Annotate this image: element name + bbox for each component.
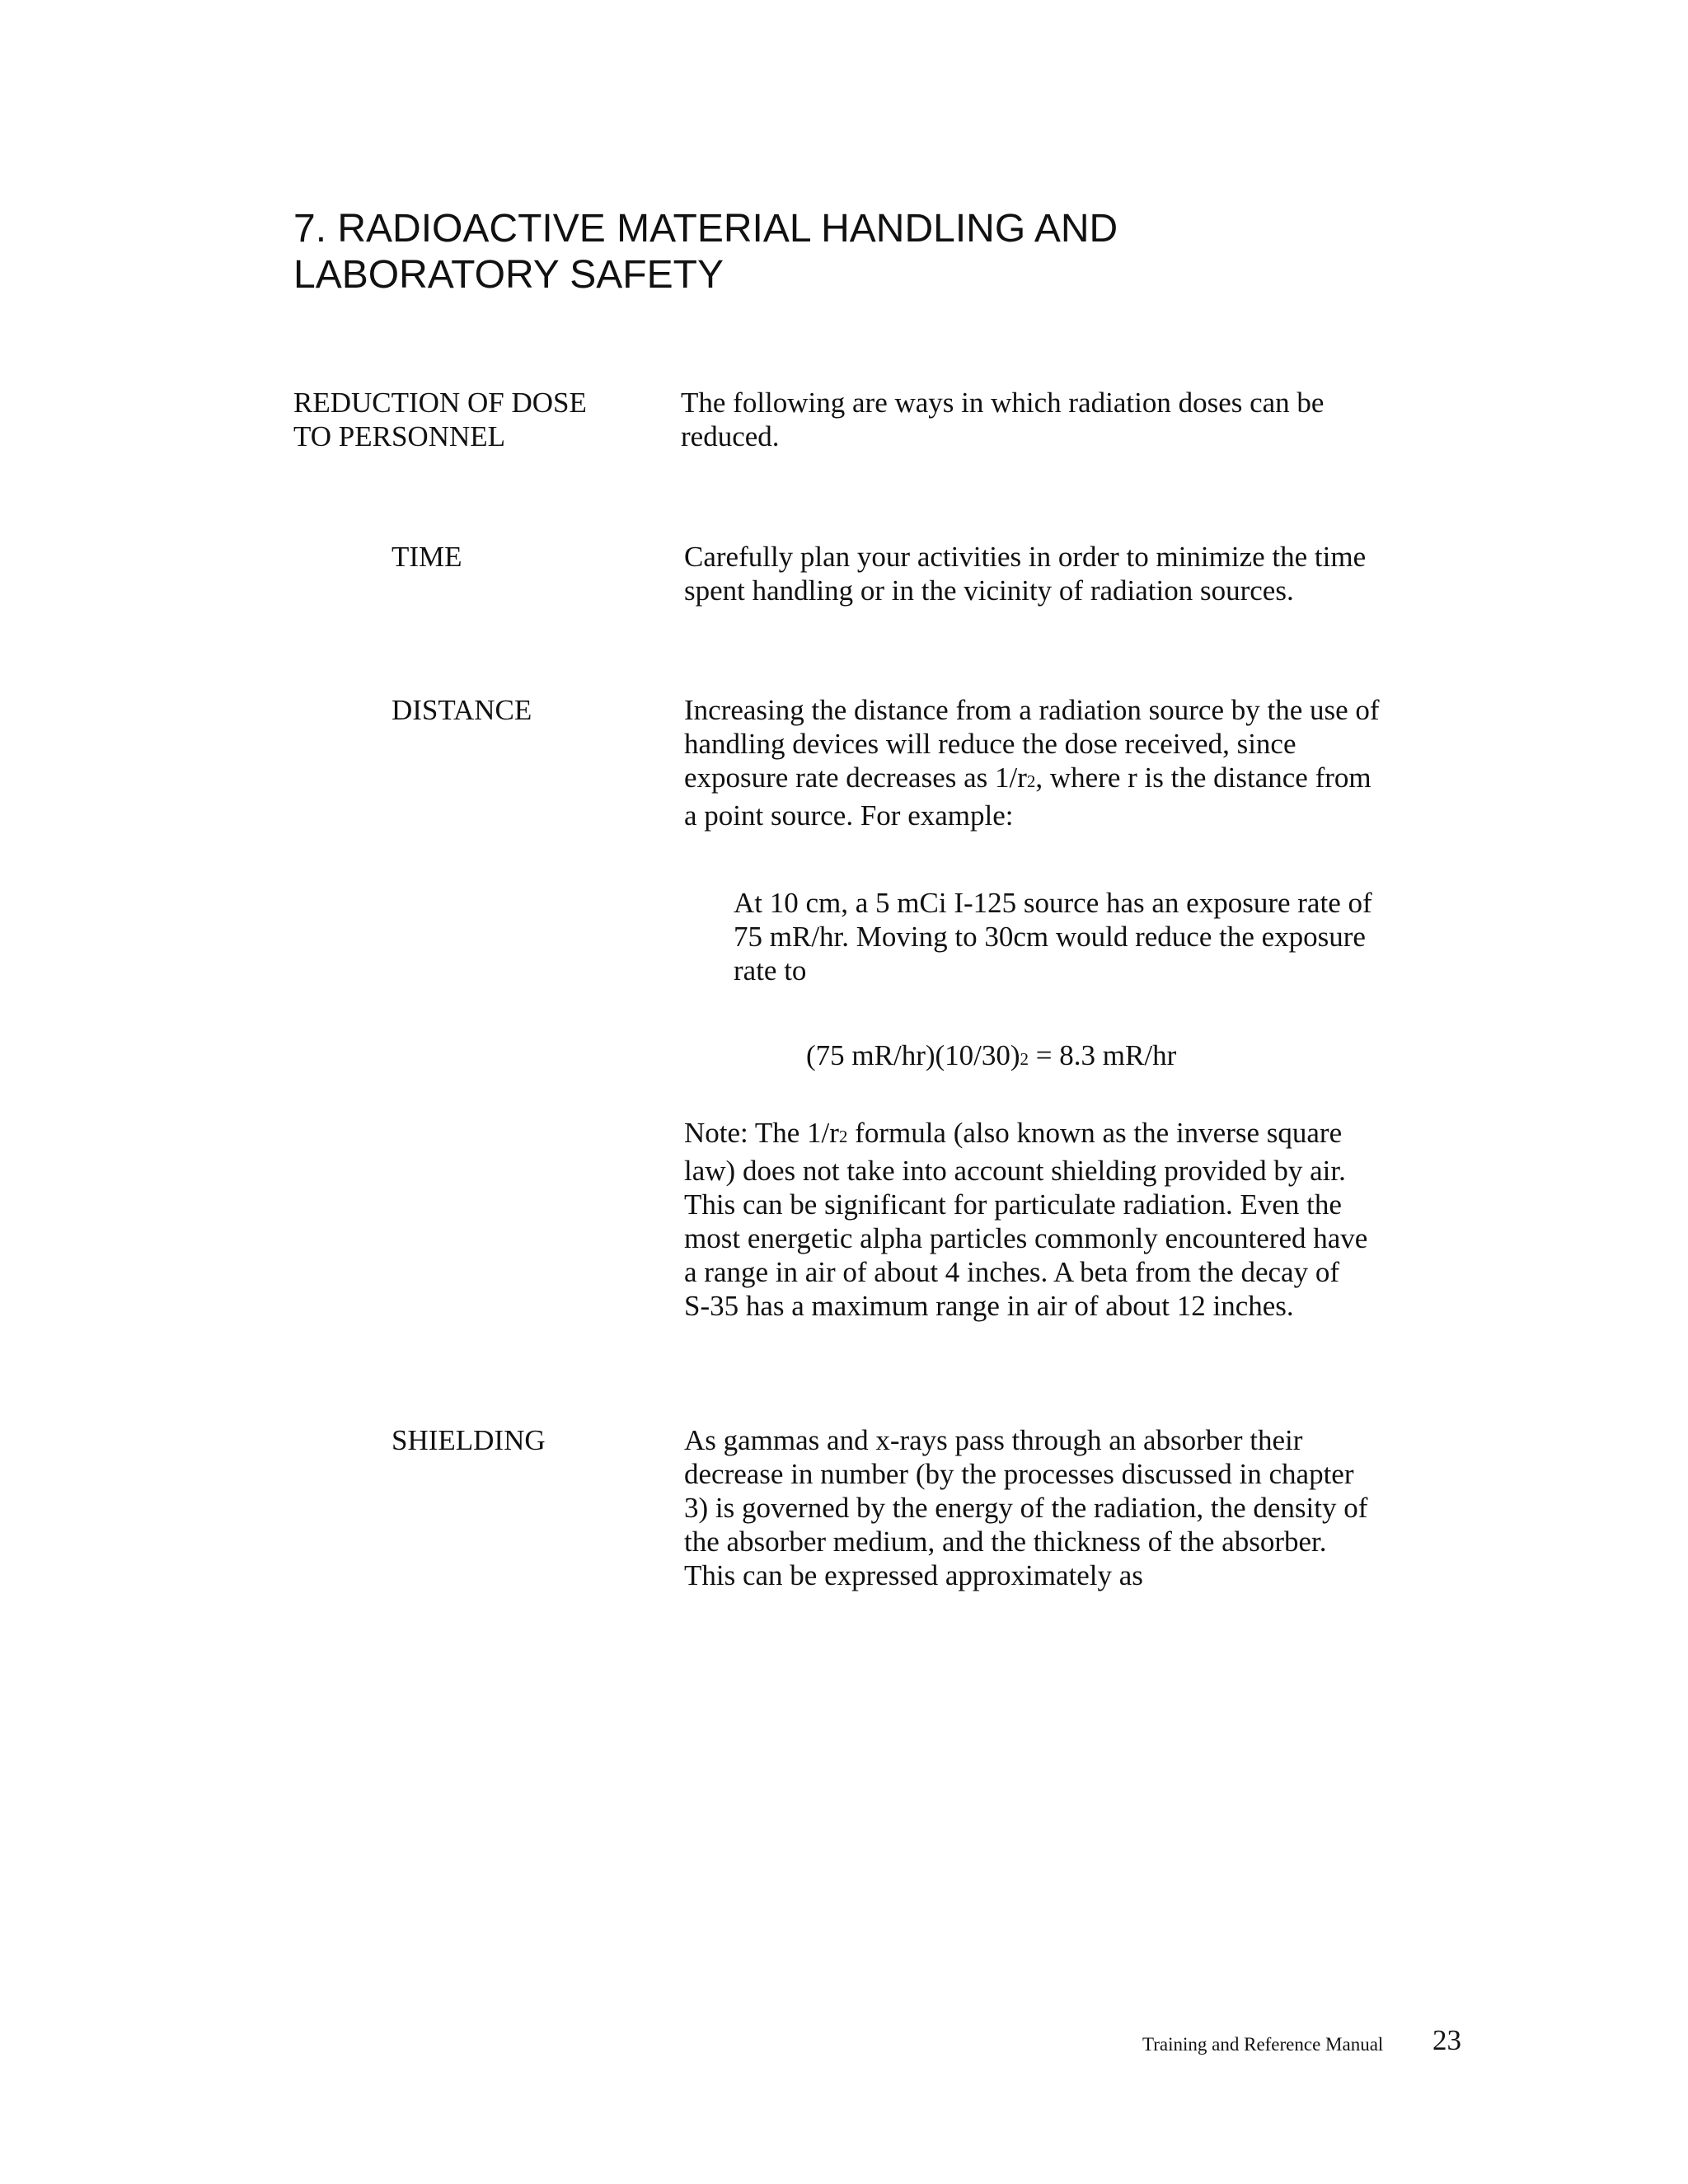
paragraph-line (684, 761, 1380, 799)
paragraph-line: law) does not take into account shielding provided by air. (684, 1155, 1346, 1187)
distance-paragraph (684, 693, 1380, 832)
text-run: exposure rate decreases as 1/r (684, 762, 1027, 794)
section-intro (681, 386, 1324, 453)
exponent: 2 (838, 1127, 848, 1146)
shielding-label (392, 1423, 546, 1457)
formula (806, 1038, 1176, 1076)
paragraph-line: the absorber medium, and the thickness of the absorber. (684, 1526, 1327, 1558)
section-label-line: REDUCTION OF DOSE (293, 387, 587, 419)
chapter-title-line: 7. RADIOACTIVE MATERIAL HANDLING AND (293, 207, 1118, 251)
paragraph-line: As gammas and x-rays pass through an absorber their (684, 1424, 1303, 1456)
paragraph-line: spent handling or in the vicinity of radiation sources. (684, 574, 1294, 607)
text-run: formula (also known as the inverse square (847, 1117, 1343, 1149)
time-label (392, 540, 462, 574)
paragraph-line: most energetic alpha particles commonly encountered have (684, 1222, 1368, 1254)
chapter-title (293, 206, 1365, 298)
distance-label-text: DISTANCE (392, 694, 532, 726)
text-run: , where r is the distance from (1035, 762, 1372, 794)
paragraph-line (684, 1116, 1367, 1154)
time-paragraph (684, 540, 1366, 607)
distance-label (392, 693, 532, 727)
example-paragraph (734, 886, 1372, 987)
shielding-label-text: SHIELDING (392, 1424, 546, 1456)
text-run: Note: The 1/r (684, 1117, 839, 1149)
paragraph-line: At 10 cm, a 5 mCi I-125 source has an exposure rate of (734, 887, 1372, 919)
section-intro-line: reduced. (681, 420, 780, 452)
page-number: 23 (1432, 2024, 1461, 2056)
paragraph-line: Carefully plan your activities in order to minimize the time (684, 541, 1367, 573)
paragraph-line: a point source. For example: (684, 799, 1014, 832)
paragraph-line: rate to (734, 954, 807, 987)
paragraph-line: This can be significant for particulate radiation. Even the (684, 1188, 1342, 1221)
shielding-paragraph (684, 1423, 1367, 1592)
paragraph-line: a range in air of about 4 inches. A beta from the decay of (684, 1256, 1339, 1288)
paragraph-line: 3) is governed by the energy of the radiation, the density of (684, 1492, 1368, 1524)
section-intro-line: The following are ways in which radiation doses can be (681, 387, 1325, 419)
paragraph-line: 75 mR/hr. Moving to 30cm would reduce the exposure (734, 921, 1366, 953)
paragraph-line: decrease in number (by the processes discussed in chapter (684, 1458, 1354, 1490)
section-label-line: TO PERSONNEL (293, 420, 506, 452)
chapter-title-line: LABORATORY SAFETY (293, 253, 724, 297)
paragraph-line: Increasing the distance from a radiation source by the use of (684, 694, 1380, 726)
paragraph-line: S-35 has a maximum range in air of about 12 inches. (684, 1290, 1294, 1322)
footer-label: Training and Reference Manual (1142, 2034, 1384, 2055)
paragraph-line: This can be expressed approximately as (684, 1559, 1143, 1591)
note-paragraph (684, 1116, 1367, 1323)
exponent: 2 (1020, 1049, 1029, 1069)
time-label-text: TIME (392, 541, 462, 573)
paragraph-line: handling devices will reduce the dose received, since (684, 728, 1296, 760)
exponent: 2 (1026, 771, 1036, 791)
formula-base: (75 mR/hr)(10/30) (806, 1039, 1020, 1071)
formula-result: = 8.3 mR/hr (1029, 1039, 1177, 1071)
section-label (293, 386, 587, 453)
